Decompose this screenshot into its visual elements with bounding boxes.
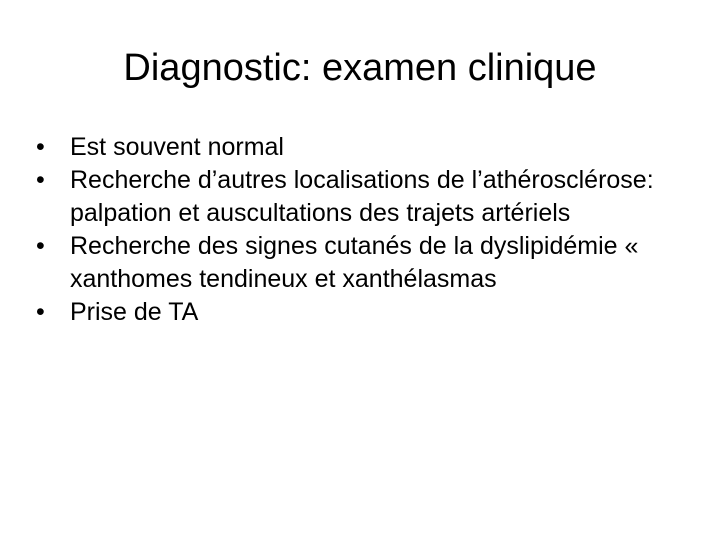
bullet-icon: • [36, 166, 45, 194]
bullet-item [36, 230, 686, 296]
bullet-item [36, 131, 686, 164]
bullet-icon: • [36, 232, 45, 260]
bullet-item [36, 296, 686, 329]
bullet-text: Prise de TA [70, 298, 199, 326]
bullet-text: Est souvent normal [70, 133, 284, 161]
bullet-list [36, 131, 686, 329]
bullet-item [36, 164, 686, 230]
bullet-icon: • [36, 133, 45, 161]
bullet-text: Recherche d’autres localisations de l’athérosclérose: palpation et auscultations des trajets artériels [70, 166, 654, 227]
slide-title: Diagnostic: examen clinique [123, 47, 597, 89]
bullet-text: Recherche des signes cutanés de la dyslipidémie « xanthomes tendineux et xanthélasmas [70, 232, 639, 293]
bullet-icon: • [36, 298, 45, 326]
